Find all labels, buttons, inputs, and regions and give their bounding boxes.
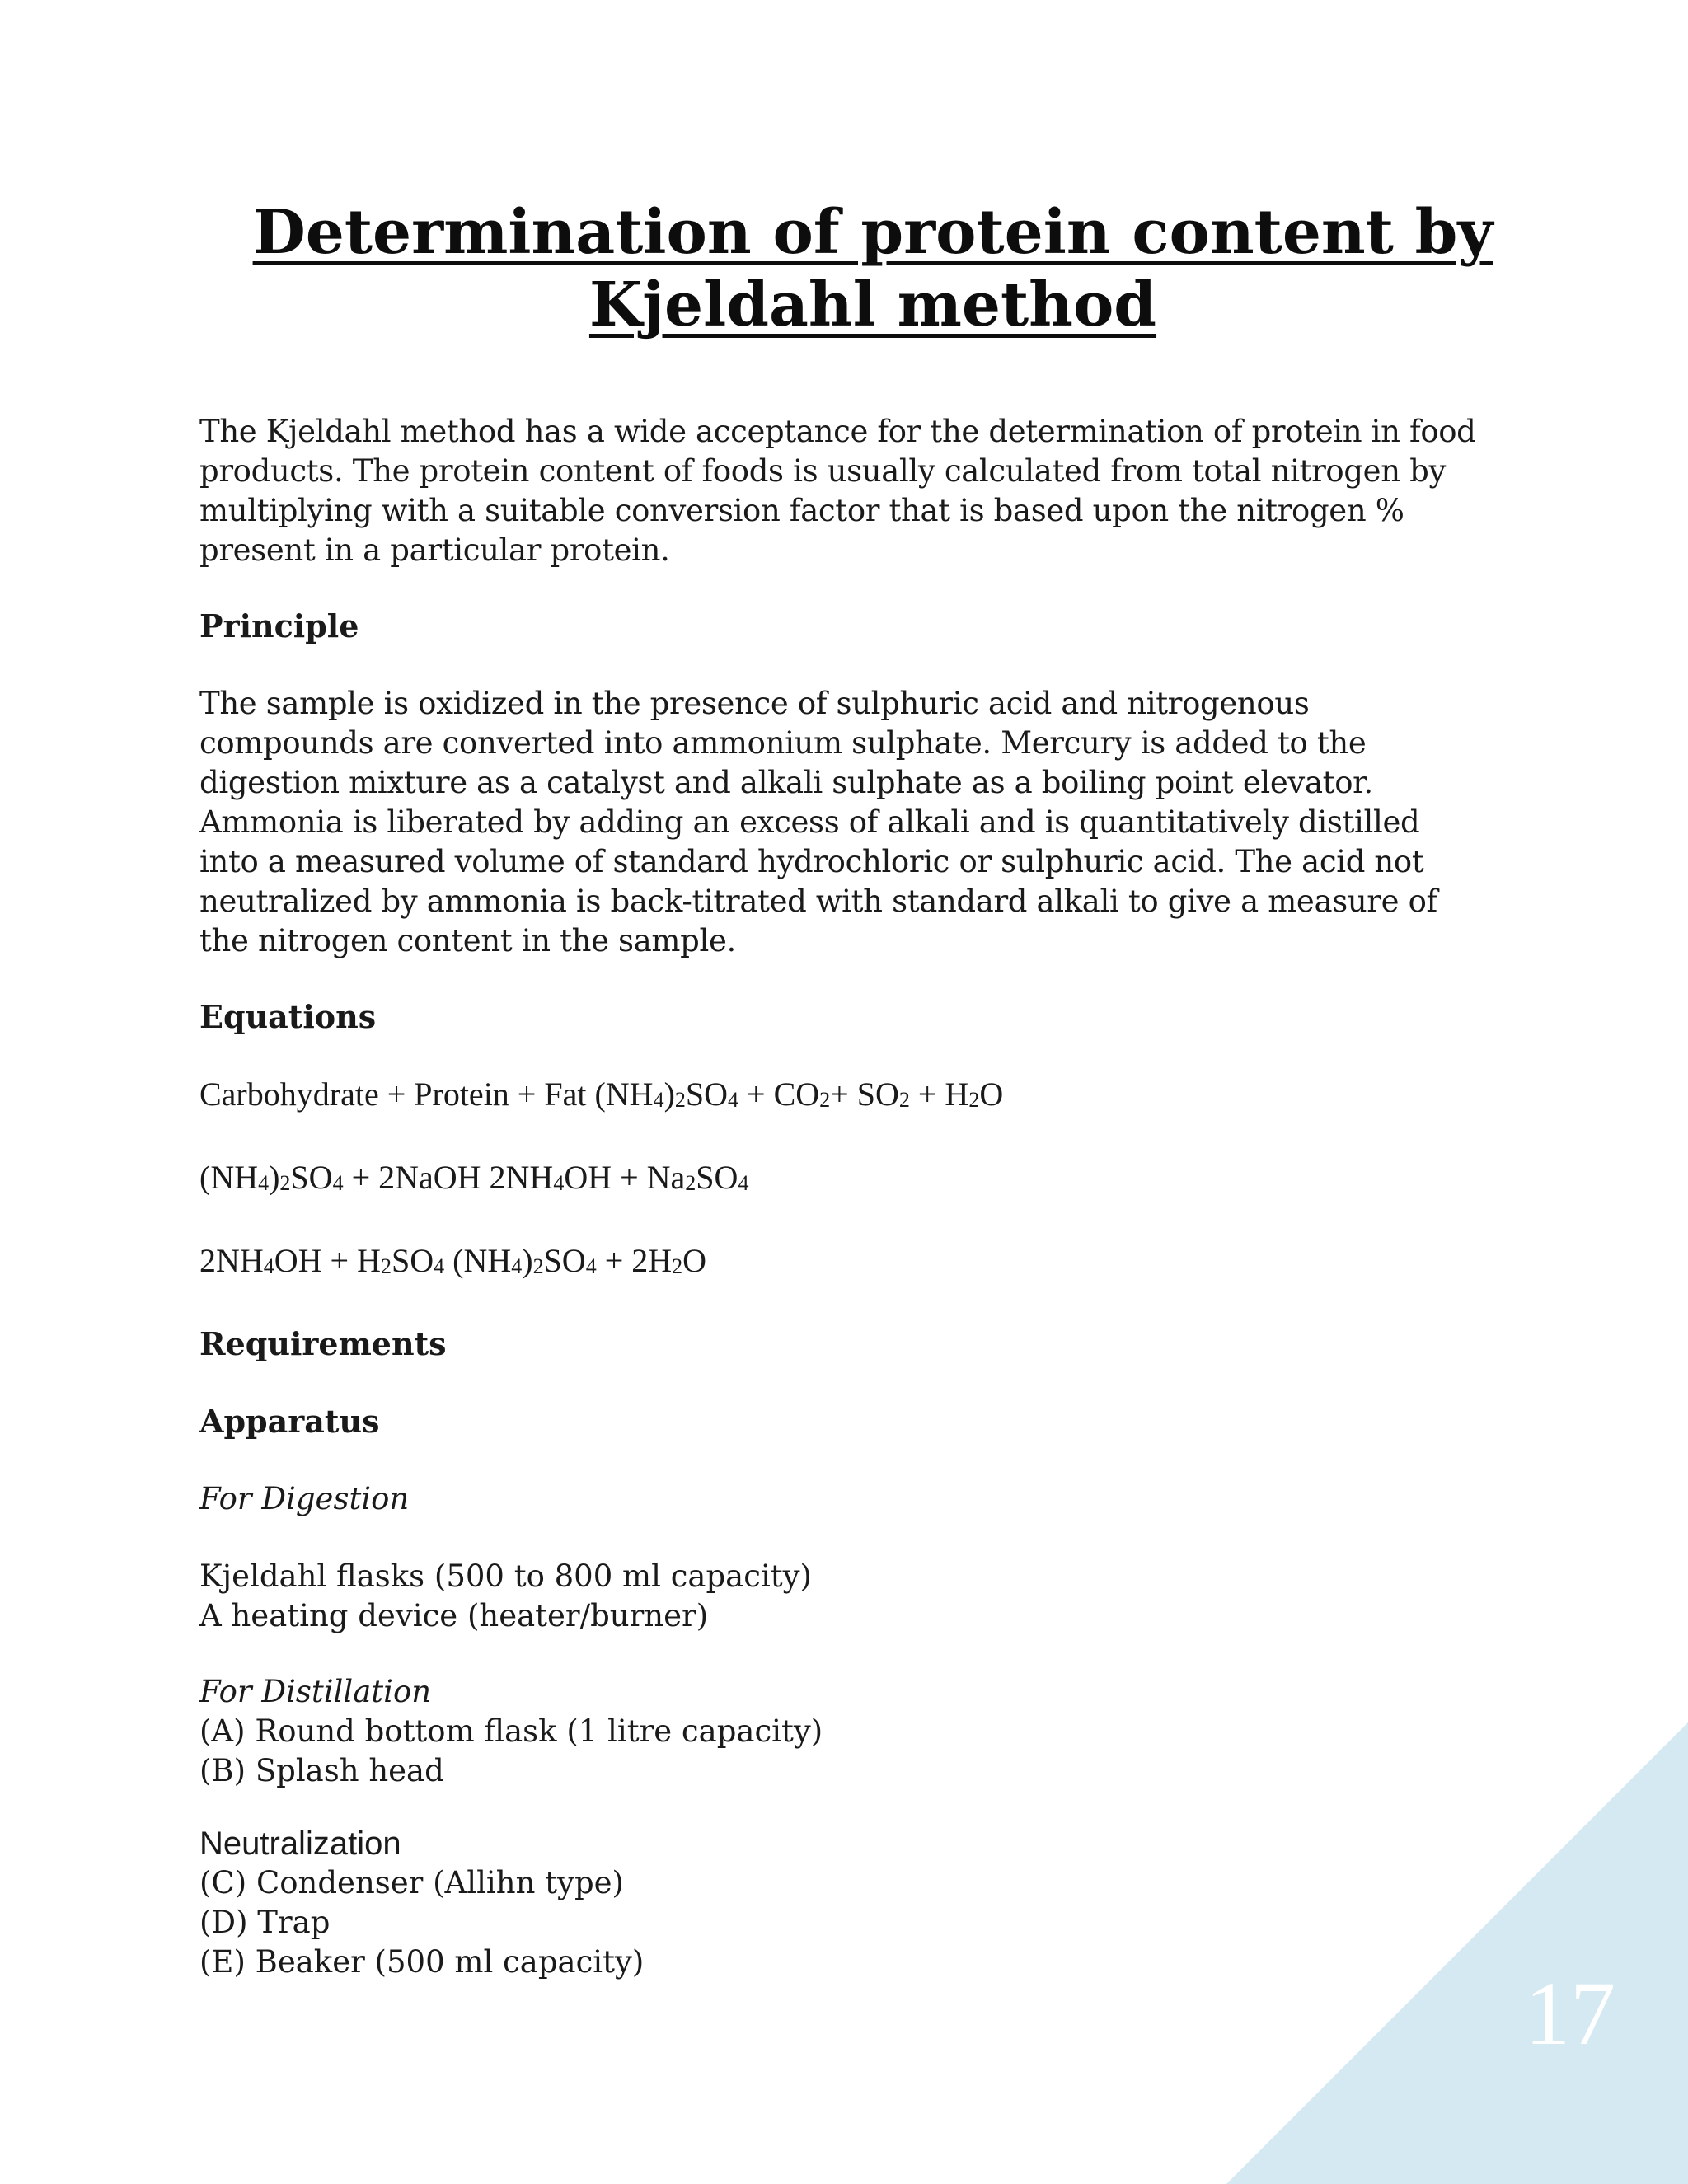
principle-line: The sample is oxidized in the presence of sulphuric acid and nitrogenous [199,686,1310,721]
principle-line: into a measured volume of standard hydrochloric or sulphuric acid. The acid not [199,844,1424,879]
principle-line: the nitrogen content in the sample. [199,923,736,958]
distillation-label: For Distillation [199,1674,432,1709]
principle-heading: Principle [199,607,359,644]
principle-line: neutralized by ammonia is back-titrated with standard alkali to give a measure of [199,883,1437,919]
corner-triangle [1226,1722,1688,2184]
equation-2: $(NH_4)_2SO_4$ + 2NaOH $2NH_4OH + Na_2SO_4$ [199,1159,749,1196]
neutralization-label: Neutralization [199,1825,401,1862]
list-item: (A) Round bottom flask (1 litre capacity) [199,1713,823,1749]
principle-paragraph [199,684,1551,961]
list-item: (D) Trap [199,1905,331,1940]
intro-line: multiplying with a suitable conversion factor that is based upon the nitrogen % [199,493,1404,528]
equation-1: Carbohydrate + Protein + Fat $(NH_4)_2SO_4 + CO_2+ SO_2 + H_2O$ [199,1076,1004,1113]
page-number: 17 [1525,1963,1615,2064]
list-item: (B) Splash head [199,1753,444,1788]
principle-line: compounds are converted into ammonium sulphate. Mercury is added to the [199,725,1367,761]
list-item: (E) Beaker (500 ml capacity) [199,1944,645,1980]
digestion-list [199,1557,1551,1636]
principle-line: Ammonia is liberated by adding an excess of alkali and is quantitatively distilled [199,804,1420,840]
title-line-2: Kjeldahl method [588,269,1157,340]
page-title [0,196,1688,341]
digestion-label: For Digestion [199,1481,410,1516]
equations-heading: Equations [199,998,377,1035]
intro-line: present in a particular protein. [199,532,670,568]
list-item: Kjeldahl flasks (500 to 800 ml capacity) [199,1558,812,1594]
apparatus-heading: Apparatus [199,1403,380,1440]
principle-line: digestion mixture as a catalyst and alkali sulphate as a boiling point elevator. [199,765,1373,800]
list-item: (C) Condenser (Allihn type) [199,1865,624,1900]
list-item: A heating device (heater/burner) [199,1598,709,1633]
equation-3: $2NH_4OH + H_2SO_4$ $(NH_4)_2SO_4 + 2H_2O$ [199,1242,707,1279]
title-line-1: Determination of protein content by [252,197,1493,268]
corner-triangle-decoration [1226,1722,1688,2184]
requirements-heading: Requirements [199,1325,447,1362]
intro-line: The Kjeldahl method has a wide acceptance for the determination of protein in food [199,414,1476,449]
intro-paragraph [199,412,1551,570]
intro-line: products. The protein content of foods is usually calculated from total nitrogen by [199,453,1446,489]
